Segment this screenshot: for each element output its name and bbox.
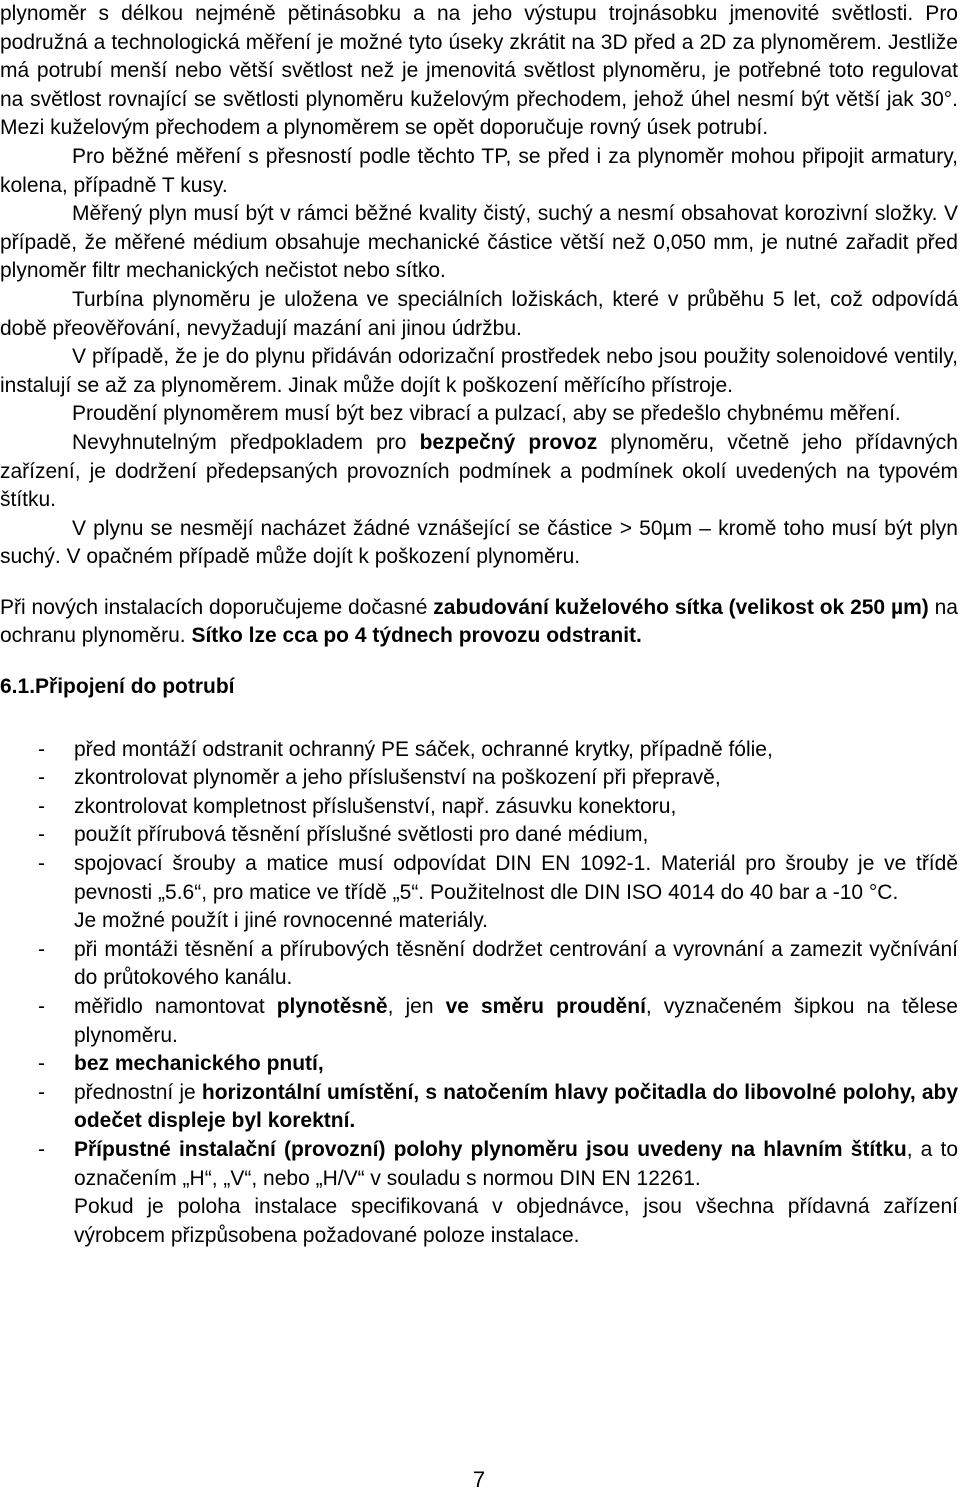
safe-operation-bold: bezpečný provoz: [419, 430, 598, 454]
list-item: - zkontrolovat kompletnost příslušenství, např. zásuvku konektoru,: [38, 794, 677, 818]
paragraph-inlet-length: plynoměr s délkou nejméně pětinásobku a na jeho výstupu trojnásobku jmenovité světlosti. Pro podružná a technologická měření je možné tyto úseky zkrátit na 3D před a 2D za plynoměrem. Jestliže má potrubí menší nebo větší světlost než je jmenovitá světlost plynoměru, je potřebné toto regulovat na světlost rovnající se světlosti plynoměru kuželovým přechodem, jehož úhel nesmí být větší jak 30°. Mezi kuželovým přechodem a plynoměrem se opět doporučuje rovný úsek potrubí.: [0, 2, 958, 140]
paragraph-fittings: Pro běžné měření s přesností podle těchto TP, se před i za plynoměr mohou připojit armatury, kolena, případně T kusy.: [0, 144, 958, 197]
list-item-note: Pokud je poloha instalace specifikovaná v objednávce, jsou všechna přídavná zařízení výrobcem přizpůsobena požadované poloze instalace.: [74, 1195, 958, 1247]
list-item: - při montáži těsnění a přírubových těsnění dodržet centrování a vyrovnání a zamezit vyčnívání do průtokového kanálu.: [38, 937, 958, 990]
list-item: - zkontrolovat plynoměr a jeho příslušenství na poškození při přepravě,: [38, 766, 721, 790]
strainer-text-a: Při nových instalacích doporučujeme dočasné: [0, 595, 434, 619]
paragraph-odorant: V případě, že je do plynu přidáván odorizační prostředek nebo jsou použity solenoidové ventily, instalují se až za plynoměrem. Jinak může dojít k poškození měřícího přístroje.: [0, 345, 958, 397]
paragraph-safe-operation: [0, 429, 958, 515]
section-heading: 6.1.Připojení do potrubí: [0, 675, 235, 699]
paragraph-vibrations: Proudění plynoměrem musí být bez vibrací a pulzací, aby se předešlo chybnému měření.: [72, 402, 901, 426]
list-item: - před montáží odstranit ochranný PE sáček, ochranné krytky, případně fólie,: [38, 737, 773, 761]
list-item: - bez mechanického pnutí,: [38, 1052, 324, 1076]
safe-operation-text-c: plynoměru, včetně jeho přídavných zařízení, je dodržení předepsaných provozních podmínek a podmínek okolí uvedených na typovém štítku.: [0, 430, 958, 512]
list-item: - použít přírubová těsnění příslušné světlosti pro dané médium,: [38, 823, 649, 847]
list-item: - přednostní je horizontální umístění, s natočením hlavy počitadla do libovolné polohy, aby odečet displeje byl korektní.: [38, 1080, 958, 1133]
safe-operation-text-a: Nevyhnutelným předpokladem pro: [72, 430, 420, 454]
paragraph-gas-quality: Měřený plyn musí být v rámci běžné kvality čistý, suchý a nesmí obsahovat korozivní složky. V případě, že měřené médium obsahuje mechanické částice větší než 0,050 mm, je nutné zařadit před plynoměr filtr mechanických nečistot nebo sítko.: [0, 202, 958, 283]
paragraph-bearings: Turbína plynoměru je uložena ve speciálních ložiskách, které v průběhu 5 let, což odpovídá době přeověřování, nevyžadují mazání ani jinou údržbu.: [0, 287, 958, 340]
strainer-text-c: na ochranu plynoměru.: [0, 595, 958, 648]
list-item: - Přípustné instalační (provozní) polohy plynoměru jsou uvedeny na hlavním štítku, a to označením „H“, „V“, nebo „H/V“ v souladu s normou DIN EN 12261. Pokud je poloha instalace specifikovaná v objednávce, jsou všechna přídavná zařízení výrobcem přizpůsobena požadované poloze instalace.: [0, 1136, 958, 1250]
strainer-bold-b: zabudování kuželového sítka (velikost ok 250 µm): [433, 595, 929, 619]
installation-list: [0, 736, 958, 1251]
strainer-bold-d: Sítko lze cca po 4 týdnech provozu odstranit.: [191, 624, 642, 648]
page-number: 7: [472, 1467, 486, 1492]
paragraph-strainer: [0, 594, 958, 651]
list-item: - měřidlo namontovat plynotěsně, jen ve směru proudění, vyznačeném šipkou na tělese plynoměru.: [38, 995, 958, 1047]
list-item-note: Je možné použít i jiné rovnocenné materiály.: [74, 909, 488, 933]
paragraph-particles: V plynu se nesmějí nacházet žádné vznášející se částice > 50µm – kromě toho musí být plyn suchý. V opačném případě může dojít k poškození plynoměru.: [0, 516, 958, 569]
list-item: - spojovací šrouby a matice musí odpovídat DIN EN 1092-1. Materiál pro šrouby je ve třídě pevnosti „5.6“, pro matice ve třídě „5“. Použitelnost dle DIN ISO 4014 do 40 bar a -10 °C. Je možné použít i jiné rovnocenné materiály.: [0, 850, 958, 936]
